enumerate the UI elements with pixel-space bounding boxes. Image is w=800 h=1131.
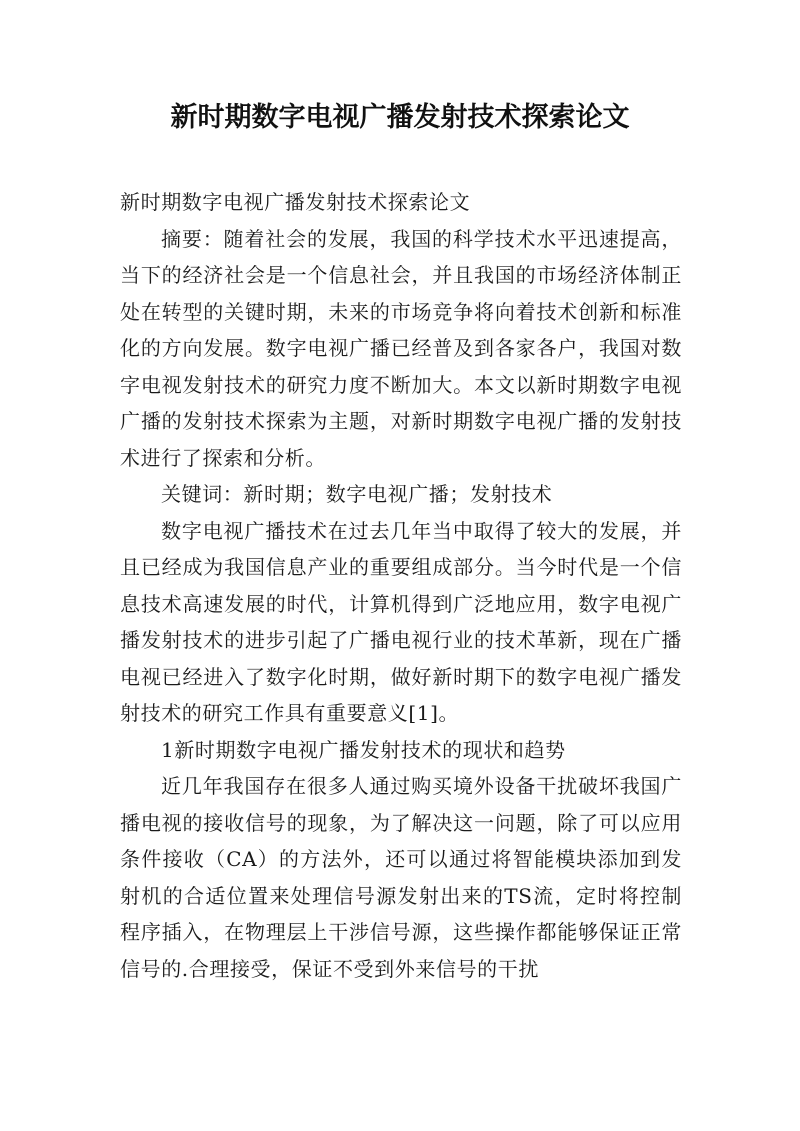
section-1-paragraph: 近几年我国存在很多人通过购买境外设备干扰破坏我国广播电视的接收信号的现象，为了解决这一问题，除了可以应用条件接收（CA）的方法外，还可以通过将智能模块添加到发射机的合适位置来处理信号源发射出来的TS流，定时将控制程序插入，在物理层上干涉信号源，这些操作都能够保证正常信号的.合理接受，保证不受到外来信号的干扰 xyxy=(120,774,682,981)
document-title: 新时期数字电视广播发射技术探索论文 xyxy=(170,102,630,133)
body-title-line: 新时期数字电视广播发射技术探索论文 xyxy=(120,190,471,214)
abstract-paragraph: 摘要：随着社会的发展，我国的科学技术水平迅速提高，当下的经济社会是一个信息社会，并且我国的市场经济体制正处在转型的关键时期，未来的市场竞争将向着技术创新和标准化的方向发展。数字电视广播已经普及到各家各户，我国对数字电视发射技术的研究力度不断加大。本文以新时期数字电视广播的发射技术探索为主题，对新时期数字电视广播的发射技术进行了探索和分析。 xyxy=(120,226,682,470)
intro-paragraph: 数字电视广播技术在过去几年当中取得了较大的发展，并且已经成为我国信息产业的重要组成部分。当今时代是一个信息技术高速发展的时代，计算机得到广泛地应用，数字电视广播发射技术的进步引起了广播电视行业的技术革新，现在广播电视已经进入了数字化时期，做好新时期下的数字电视广播发射技术的研究工作具有重要意义[1]。 xyxy=(120,518,682,725)
section-heading-1: 1新时期数字电视广播发射技术的现状和趋势 xyxy=(161,737,566,762)
document-body xyxy=(120,184,682,987)
keywords-paragraph: 关键词：新时期；数字电视广播；发射技术 xyxy=(161,482,553,506)
